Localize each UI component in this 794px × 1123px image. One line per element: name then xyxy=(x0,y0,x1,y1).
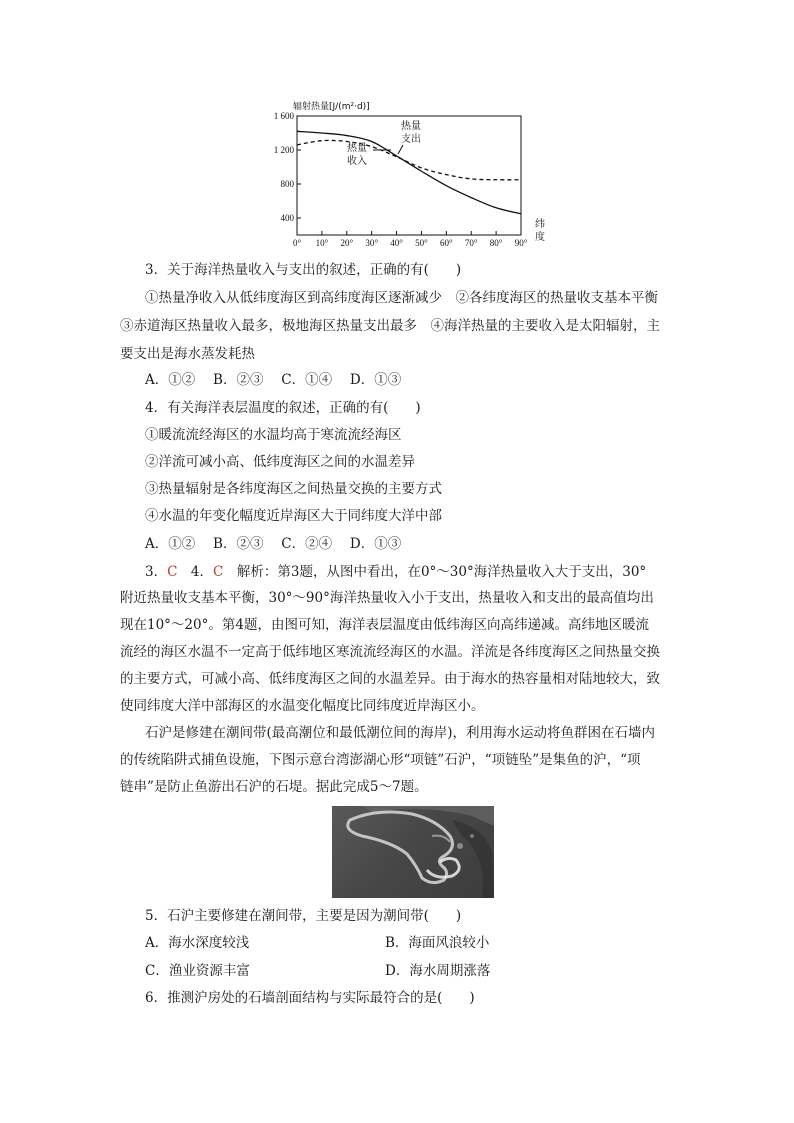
q4-statement-3: ③热量辐射是各纬度海区之间热量交换的主要方式 xyxy=(145,481,442,497)
answer-line xyxy=(145,561,715,583)
y-tick-label: 800 xyxy=(280,179,294,189)
x-tick-label: 90° xyxy=(514,238,528,248)
q6-stem: 6．推测沪房处的石墙剖面结构与实际最符合的是( ) xyxy=(145,990,475,1006)
y-tick-label: 1 200 xyxy=(273,145,294,155)
q3-statement-1: ①热量净收入从低纬度海区到高纬度海区逐渐减少 ②各纬度海区的热量收支基本平衡 xyxy=(145,290,658,306)
x-tick-label: 50° xyxy=(415,238,428,248)
q5-option-a: A．海水深度较浅 xyxy=(145,935,250,951)
answer-3: C xyxy=(167,564,178,580)
x-ticks xyxy=(293,231,528,248)
income-annotation-line2: 收入 xyxy=(347,156,367,167)
x-tick-label: 0° xyxy=(292,238,302,248)
intro-1: 石沪是修建在潮间带(最高潮位和最低潮位间的海岸)，利用海水运动将鱼群困在石墙内 xyxy=(145,725,656,741)
q3-stem: 3．关于海洋热量收入与支出的叙述，正确的有( ) xyxy=(145,262,462,278)
heat-expense-line xyxy=(297,140,521,179)
q5-options-row2 xyxy=(145,960,715,982)
q4-statement-4: ④水温的年变化幅度近岸海区大于同纬度大洋中部 xyxy=(145,508,442,524)
x-tick-label: 60° xyxy=(440,238,453,248)
intro-2: 的传统陷阱式捕鱼设施，下图示意台湾澎湖心形“项链”石沪，“项链坠”是集鱼的沪，“项 xyxy=(120,752,641,768)
x-axis-label-top: 纬 xyxy=(535,219,545,230)
q5-option-d: D．海水周期涨落 xyxy=(385,963,491,979)
income-annotation-line1: 热量 xyxy=(347,143,367,154)
q4-options: A．①② B．②③ C．②④ D．①③ xyxy=(145,536,402,552)
q4-statement-2: ②洋流可减小高、低纬度海区之间的水温差异 xyxy=(145,454,415,470)
x-tick-label: 10° xyxy=(315,238,329,248)
q3-statement-3: 要支出是海水蒸发耗热 xyxy=(120,346,255,362)
explanation-1: 解析：第3题，从图中看出，在0°～30°海洋热量收入大于支出，30° xyxy=(223,564,647,580)
q5-option-b: B．海面风浪较小 xyxy=(385,935,490,951)
q5-option-c: C．渔业资源丰富 xyxy=(145,963,250,979)
explanation-4: 流经的海区水温不一定高于低纬地区寒流流经海区的水温。洋流是各纬度海区之间热量交换 xyxy=(120,644,660,660)
answer-4: C xyxy=(213,564,224,580)
intro-3: 链串”是防止鱼游出石沪的石堤。据此完成5～7题。 xyxy=(120,779,428,795)
stone-weir-photo xyxy=(332,806,494,898)
expense-leader-line xyxy=(398,145,403,154)
x-tick-label: 80° xyxy=(489,238,503,248)
x-tick-label: 40° xyxy=(390,238,403,248)
q5-stem: 5．石沪主要修建在潮间带，主要是因为潮间带( ) xyxy=(145,908,462,924)
explanation-6: 使同纬度大洋中部海区的水温变化幅度比同纬度近岸海区小。 xyxy=(120,698,485,714)
explanation-3: 现在10°～20°。第4题，由图可知，海洋表层温度由低纬海区向高纬递减。高纬地区暖流 xyxy=(120,617,649,633)
stone-weir-drawing xyxy=(332,806,494,898)
chart-svg xyxy=(255,96,555,246)
answer-mid: 4． xyxy=(177,564,214,580)
radiation-heat-chart xyxy=(255,96,555,246)
q5-options-row1 xyxy=(145,932,715,954)
explanation-2: 附近热量收支基本平衡，30°～90°海洋热量收入小于支出，热量收入和支出的最高值均出 xyxy=(120,590,654,606)
q4-statement-1: ①暖流流经海区的水温均高于寒流流经海区 xyxy=(145,427,402,443)
x-tick-label: 30° xyxy=(365,238,378,248)
expense-annotation-line2: 支出 xyxy=(401,134,421,145)
y-tick-label: 1 600 xyxy=(273,111,294,121)
q3-options: A．①② B．②③ C．①④ D．①③ xyxy=(145,372,402,388)
q3-statement-2: ③赤道海区热量收入最多，极地海区热量支出最多 ④海洋热量的主要收入是太阳辐射，主 xyxy=(120,318,660,334)
explanation-5: 的主要方式，可减小高、低纬度海区之间的水温差异。由于海水的热容量相对陆地较大，致 xyxy=(120,671,660,687)
expense-annotation-line1: 热量 xyxy=(401,121,421,132)
y-tick-label: 400 xyxy=(280,213,294,223)
answer-prefix: 3． xyxy=(145,564,168,580)
q4-stem: 4．有关海洋表层温度的叙述，正确的有( ) xyxy=(145,400,421,416)
x-axis-label-bottom: 度 xyxy=(535,232,545,243)
x-tick-label: 70° xyxy=(464,238,478,248)
x-tick-label: 20° xyxy=(340,238,354,248)
y-axis-label: 辐射热量[J/(m²·d)] xyxy=(293,102,370,112)
